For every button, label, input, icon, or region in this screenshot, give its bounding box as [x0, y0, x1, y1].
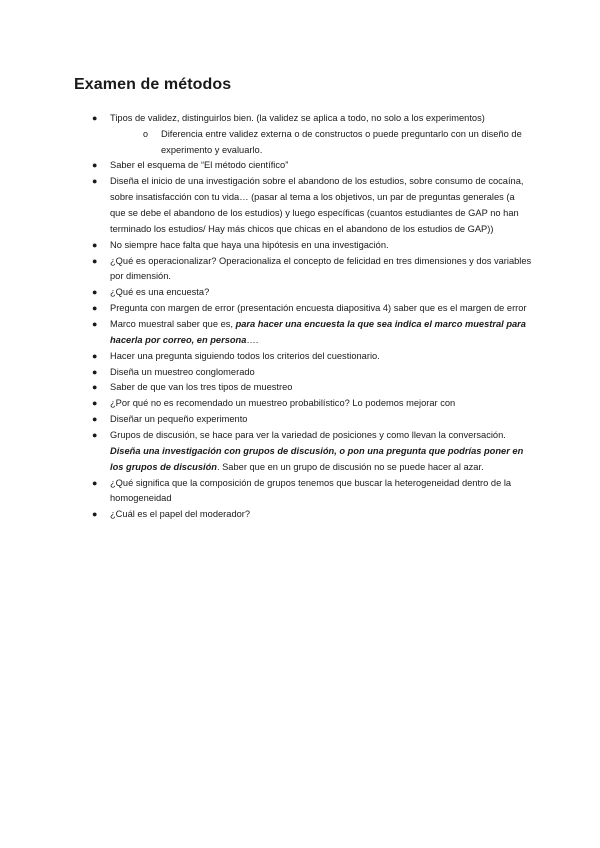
list-item-text: Pregunta con margen de error (presentación encuesta diapositiva 4) saber que es el margen de error — [110, 303, 527, 314]
bullet-icon: ● — [92, 430, 98, 441]
bullet-icon: ● — [92, 350, 98, 361]
list-item-emphasis: Diseña una investigación con grupos de discusión, o pon una pregunta que podrías poner en los grupos de discusión — [110, 445, 524, 472]
bullet-icon: ● — [92, 477, 98, 488]
list-item — [92, 238, 532, 254]
list-item — [92, 174, 532, 237]
list-item-text: Saber el esquema de “El método científico” — [110, 160, 289, 171]
bullet-icon: ● — [92, 176, 98, 187]
list-item-text: ¿Por qué no es recomendado un muestreo probabilístico? Lo podemos mejorar con — [110, 398, 456, 409]
list-item-text: Tipos de validez, distinguirlos bien. (la validez se aplica a todo, no solo a los experimentos) — [110, 113, 485, 123]
sub-list — [110, 127, 532, 159]
bullet-icon: ● — [92, 303, 98, 314]
list-item-text: . Saber que en un grupo de discusión no se puede hacer al azar. — [216, 461, 484, 472]
list-item — [92, 476, 532, 508]
exam-topic-list — [92, 111, 532, 523]
list-item-emphasis: para hacer una encuesta la que sea indica el marco muestral para hacerla por correo, en persona — [110, 319, 526, 345]
list-item — [92, 380, 532, 396]
list-item — [92, 507, 532, 523]
list-item — [92, 111, 532, 158]
list-item-text: Hacer una pregunta siguiendo todos los criterios del cuestionario. — [110, 350, 380, 361]
bullet-icon: ● — [92, 382, 98, 393]
sub-list-item-text: Diferencia entre validez externa o de constructos o puede preguntarlo con un diseño de experimento y evaluarlo. — [161, 128, 522, 155]
list-item-text: …. — [246, 334, 259, 345]
bullet-icon: ● — [92, 287, 98, 298]
bullet-icon: ● — [92, 255, 98, 266]
bullet-icon: ● — [92, 160, 98, 171]
list-item — [92, 349, 532, 365]
circle-bullet-icon: o — [143, 128, 149, 139]
list-item — [92, 158, 532, 174]
bullet-icon: ● — [92, 398, 98, 409]
list-item-text: Diseña un muestreo conglomerado — [110, 366, 255, 377]
list-item-text: Grupos de discusión, se hace para ver la variedad de posiciones y como llevan la conversación. — [110, 430, 506, 441]
bullet-icon: ● — [92, 366, 98, 377]
list-item-text: Diseña el inicio de una investigación sobre el abandono de los estudios, sobre consumo de cocaína, sobre insatisfacción con tu vida… (pasar al tema a los objetivos, un par de preguntas generales (a que se debe el abandono de los estudios) y luego específicas (cuantos estudiantes de GAP no han terminado los estudios/ Hay más chicos que chicas en el abandono de los estudios de GAP)) — [110, 176, 524, 234]
list-item-text: No siempre hace falta que haya una hipótesis en una investigación. — [110, 239, 389, 250]
bullet-icon: ● — [92, 113, 98, 123]
bullet-icon: ● — [92, 414, 98, 425]
list-item-text: ¿Qué es operacionalizar? Operacionaliza el concepto de felicidad en tres dimensiones y dos variables por dimensión. — [110, 255, 532, 282]
list-item-text: Saber de que van los tres tipos de muestreo — [110, 382, 293, 393]
list-item-text: ¿Cuál es el papel del moderador? — [110, 509, 251, 520]
list-item — [92, 317, 532, 349]
document-title: Examen de métodos — [74, 76, 232, 93]
bullet-icon: ● — [92, 319, 98, 330]
bullet-icon: ● — [92, 509, 98, 520]
list-item — [92, 285, 532, 301]
list-item — [92, 365, 532, 381]
sub-list-item — [143, 127, 532, 159]
list-item — [92, 428, 532, 475]
list-item-text: Marco muestral saber que es, — [110, 319, 236, 330]
list-item-text: Diseñar un pequeño experimento — [110, 414, 248, 425]
list-item — [92, 412, 532, 428]
list-item — [92, 301, 532, 317]
list-item — [92, 396, 532, 412]
list-item-text: ¿Qué es una encuesta? — [110, 287, 210, 298]
bullet-icon: ● — [92, 239, 98, 250]
list-item-text: ¿Qué significa que la composición de grupos tenemos que buscar la heterogeneidad dentro de la homogeneidad — [110, 477, 512, 504]
list-item — [92, 254, 532, 286]
